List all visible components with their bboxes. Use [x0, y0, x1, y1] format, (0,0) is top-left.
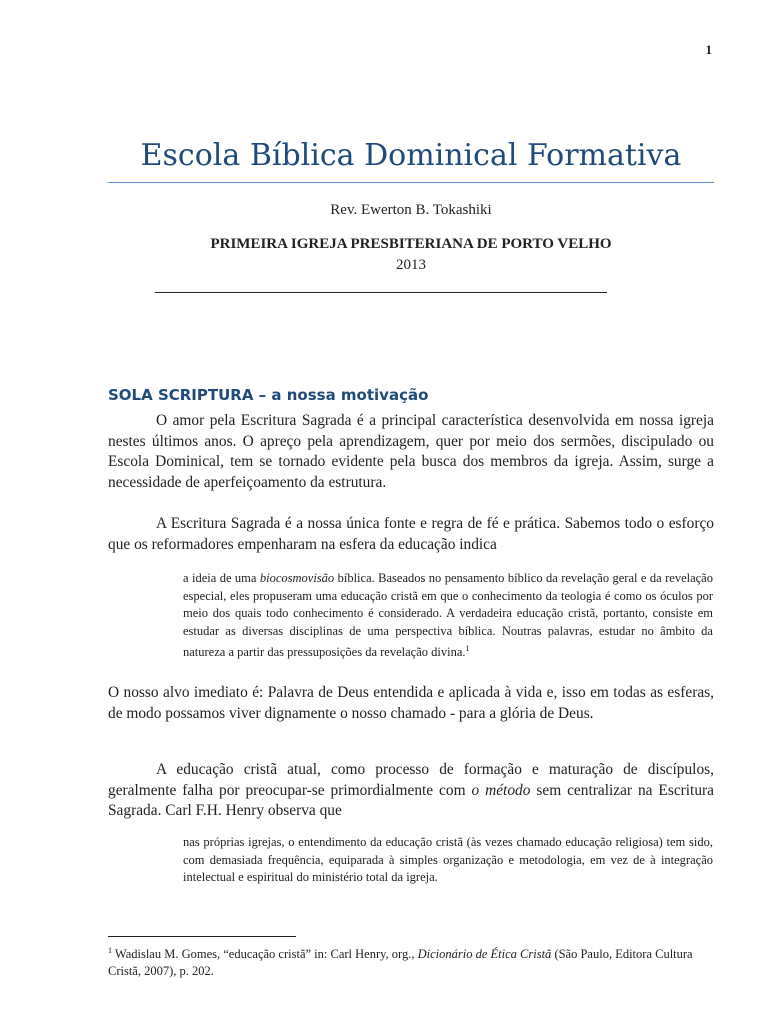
footnote-text-start: Wadislau M. Gomes, “educação cristã” in: Carl Henry, org., — [112, 947, 418, 962]
block-quote-1 — [183, 570, 713, 662]
document-title: Escola Bíblica Dominical Formativa — [140, 138, 682, 173]
paragraph-1: O amor pela Escritura Sagrada é a principal característica desenvolvida em nossa igreja nestes últimos anos. O apreço pela aprendizagem, quer por meio dos sermões, discipulado ou Escola Dominical, tem se tornado evidente pela busca dos membros da igreja. Assim, surge a necessidade de aperfeiçoamento da estrutura. — [108, 412, 714, 491]
footnote-book-title: Dicionário de Ética Cristã — [417, 947, 552, 962]
section-heading: SOLA SCRIPTURA – a nossa motivação — [108, 386, 429, 404]
footnote-number: 1 — [108, 946, 112, 955]
quote-1-italic: biocosmovisão — [259, 571, 335, 585]
year: 2013 — [396, 257, 426, 273]
block-quote-2: nas próprias igrejas, o entendimento da educação cristã (às vezes chamado educação religiosa) tem sido, com demasiada frequência, equiparada à simples organização e metodologia, em vez de à integração intelectual e espiritual do ministério total da igreja. — [183, 835, 713, 884]
quote-1-text-start: a ideia de uma — [183, 571, 260, 585]
paragraph-4 — [108, 760, 714, 822]
separator-line — [155, 292, 607, 293]
title-underline — [108, 182, 714, 183]
footnote-separator — [108, 936, 296, 937]
page-number: 1 — [705, 42, 712, 57]
author-line: Rev. Ewerton B. Tokashiki — [330, 202, 492, 218]
paragraph-3: O nosso alvo imediato é: Palavra de Deus entendida e aplicada à vida e, isso em todas as esferas, de modo possamos viver dignamente o nosso chamado - para a glória de Deus. — [108, 684, 714, 722]
paragraph-2: A Escritura Sagrada é a nossa única fonte e regra de fé e prática. Sabemos todo o esforço que os reformadores empenharam na esfera da educação indica — [108, 515, 714, 553]
paragraph-4-text-start: A educação cristã atual, como processo de formação e maturação de discípulos, geralmente falha por preocupar-se primordialmente com — [108, 761, 714, 799]
church-name: PRIMEIRA IGREJA PRESBITERIANA DE PORTO VELHO — [210, 236, 612, 252]
paragraph-4-italic: o método — [471, 781, 531, 799]
quote-1-text-end: bíblica. Baseados no pensamento bíblico da revelação geral e da revelação especial, eles propuseram uma educação cristã em que o conhecimento da teologia é como os óculos por meio dos quais todo conhecimento é considerado. A verdadeira educação cristã, portanto, consiste em estudar as diversas disciplinas de uma perspectiva bíblica. Noutras palavras, estudar no âmbito da natureza a partir das pressuposições da revelação divina. — [183, 571, 713, 660]
footnote — [108, 942, 708, 980]
paragraph-4-text-end: sem centralizar na Escritura Sagrada. Carl F.H. Henry observa que — [108, 781, 714, 819]
footnote-reference[interactable]: 1 — [465, 644, 470, 653]
footnote-text-end: (São Paulo, Editora Cultura Cristã, 2007), p. 202. — [108, 947, 693, 979]
